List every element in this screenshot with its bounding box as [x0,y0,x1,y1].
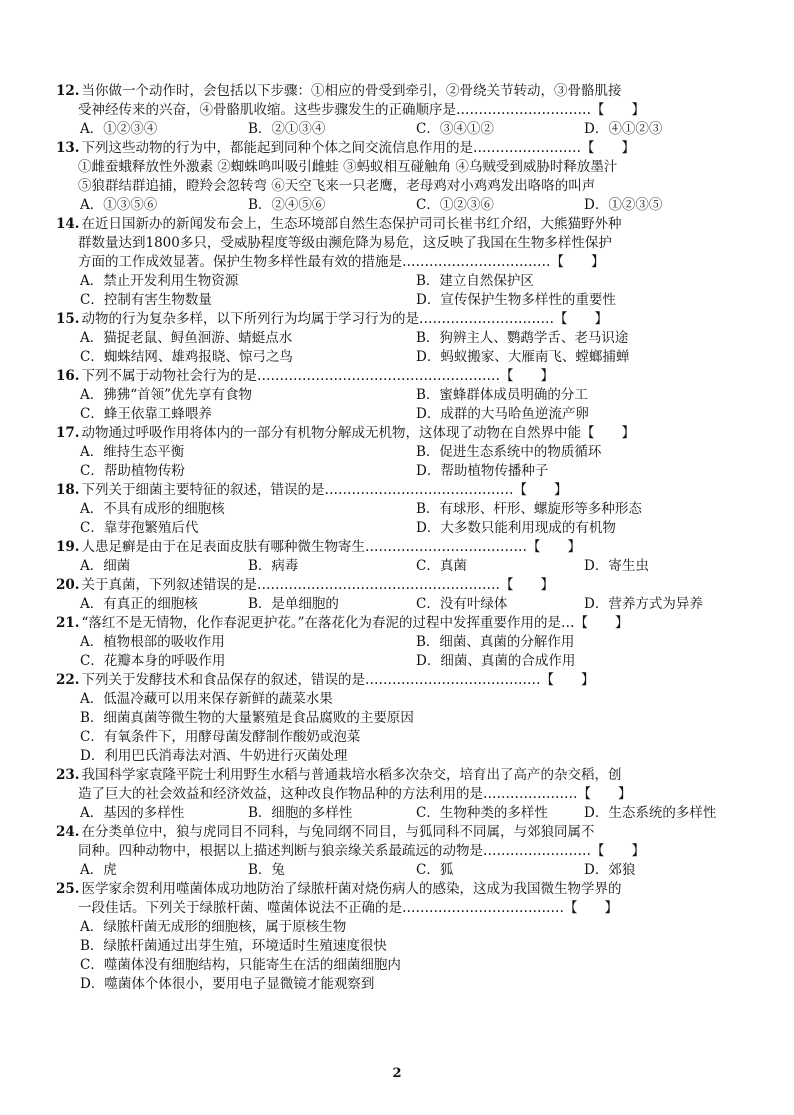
answer-option: D．利用巴氏消毒法对酒、牛奶进行灭菌处理 [80,748,348,764]
answer-option: C．没有叶绿体 [416,596,508,612]
answer-option: B．建立自然保护区 [416,273,534,289]
answer-option: D．生态系统的多样性 [584,805,717,821]
question-13 [56,139,752,215]
answer-option: A．猫捉老鼠、鲟鱼洄游、蜻蜓点水 [80,330,293,346]
answer-option: C．①②③⑥ [416,197,494,213]
answer-options [56,595,752,614]
question-text: 我国科学家袁隆平院士利用野生水稻与普通栽培水稻多次杂交，培育出了高产的杂交稻，创 [81,767,622,783]
answer-options [56,120,752,139]
answer-option: A．禁止开发利用生物资源 [80,273,239,289]
answer-option: C．蜂王依靠工蜂喂养 [80,406,212,422]
answer-options [56,633,752,671]
answer-option: B．②④⑤⑥ [248,197,326,213]
question-25 [56,880,752,994]
answer-option: A．有真正的细胞核 [80,596,198,612]
answer-option: B．细菌真菌等微生物的大量繁殖是食品腐败的主要原因 [80,710,414,726]
answer-options [56,861,752,880]
question-stem-line [56,215,752,234]
answer-option: B．病毒 [248,558,299,574]
question-21 [56,614,752,671]
answer-option: A．不具有成形的细胞核 [80,501,225,517]
answer-option: D．细菌、真菌的合成作用 [416,653,576,669]
question-22 [56,671,752,766]
question-text: 下列关于细菌主要特征的叙述，错误的是……………………………………【 】 [81,482,568,498]
question-text: 下列关于发酵技术和食品保存的叙述，错误的是…………………………………【 】 [81,672,595,688]
question-stem-line [56,538,752,557]
answer-option: A．基因的多样性 [80,805,185,821]
question-stem-line [56,310,752,329]
question-number: 18. [56,482,80,498]
answer-option: A．①③⑤⑥ [80,197,158,213]
answer-option: B．细菌、真菌的分解作用 [416,634,575,650]
question-text: ⑤狼群结群追捕，瞪羚会忽转弯 ⑥天空飞来一只老鹰，老母鸡对小鸡鸡发出咯咯的叫声 [78,178,596,194]
question-text: 医学家余贺利用噬菌体成功地防治了绿脓杆菌对烧伤病人的感染，这成为我国微生物学界的 [81,881,622,897]
answer-option: A．低温冷藏可以用来保存新鲜的蔬菜水果 [80,691,333,707]
answer-option: C．靠芽孢繁殖后代 [80,520,199,536]
answer-option: D．寄生虫 [584,558,649,574]
answer-option: C．生物种类的多样性 [416,805,548,821]
question-number: 12. [56,83,80,99]
question-text: ①雌蚕蛾释放性外激素 ②蜘蛛鸣叫吸引雌蛙 ③蚂蚁相互碰触角 ④乌贼受到威胁时释放墨汁 [78,159,618,175]
question-stem-line [56,766,752,785]
answer-option: C．控制有害生物数量 [80,292,212,308]
question-text: 下列不属于动物社会行为的是………………………………………………【 】 [81,368,554,384]
answer-option: B．促进生态系统中的物质循环 [416,444,602,460]
answer-option: B．兔 [248,862,285,878]
answer-options [56,918,752,994]
question-stem-line [56,139,752,158]
question-stem-line [56,576,752,595]
question-number: 25. [56,881,80,897]
answer-option: B．狗辨主人、鹦鹉学舌、老马识途 [416,330,629,346]
question-number: 23. [56,767,80,783]
question-15 [56,310,752,367]
question-16 [56,367,752,424]
question-stem-line [56,158,752,177]
answer-option: D．宣传保护生物多样性的重要性 [416,292,616,308]
question-text: 动物通过呼吸作用将体内的一部分有机物分解成无机物，这体现了动物在自然界中能【 】 [81,425,635,441]
question-number: 14. [56,216,80,232]
question-19 [56,538,752,576]
answer-option: C．有氧条件下，用酵母菌发酵制作酸奶或泡菜 [80,729,361,745]
question-list [56,82,752,994]
question-text: “落红不是无情物，化作春泥更护花。”在落花化为春泥的过程中发挥重要作用的是…【 】 [81,615,629,631]
answer-options [56,196,752,215]
answer-option: B．有球形、杆形、螺旋形等多种形态 [416,501,642,517]
answer-option: D．④①②③ [584,121,663,137]
question-stem-line [56,424,752,443]
question-stem-line [56,899,752,918]
answer-option: D．①②③⑤ [584,197,663,213]
question-18 [56,481,752,538]
question-stem-line [56,367,752,386]
answer-option: D．蚂蚁搬家、大雁南飞、螳螂捕蝉 [416,349,630,365]
answer-option: A．维持生态平衡 [80,444,185,460]
answer-option: D．郊狼 [584,862,636,878]
answer-option: D．噬菌体个体很小，要用电子显微镜才能观察到 [80,976,375,992]
question-stem-line [56,177,752,196]
question-stem-line [56,842,752,861]
question-text: 方面的工作成效显著。保护生物多样性最有效的措施是……………………………【 】 [78,254,605,270]
question-12 [56,82,752,139]
question-number: 13. [56,140,80,156]
answer-options [56,272,752,310]
question-text: 受神经传来的兴奋，④骨骼肌收缩。这些步骤发生的正确顺序是…………………………【 】 [78,102,645,118]
answer-option: B．细胞的多样性 [248,805,353,821]
question-number: 15. [56,311,80,327]
answer-option: B．是单细胞的 [248,596,339,612]
question-14 [56,215,752,310]
answer-options [56,500,752,538]
question-stem-line [56,253,752,272]
question-number: 24. [56,824,80,840]
answer-option: D．营养方式为异养 [584,596,703,612]
question-number: 21. [56,615,80,631]
answer-option: A．绿脓杆菌无成形的细胞核，属于原核生物 [80,919,347,935]
question-stem-line [56,82,752,101]
answer-option: D．大多数只能利用现成的有机物 [416,520,616,536]
question-stem-line [56,234,752,253]
answer-option: A．细菌 [80,558,131,574]
question-20 [56,576,752,614]
answer-option: D．帮助植物传播种子 [416,463,549,479]
question-text: 一段佳话。下列关于绿脓杆菌、噬菌体说法不正确的是………………………………【 】 [78,900,618,916]
question-number: 22. [56,672,80,688]
question-stem-line [56,785,752,804]
answer-option: C．真菌 [416,558,467,574]
question-number: 19. [56,539,80,555]
question-number: 17. [56,425,80,441]
answer-options [56,557,752,576]
answer-option: B．绿脓杆菌通过出芽生殖，环境适时生殖速度很快 [80,938,387,954]
question-stem-line [56,481,752,500]
answer-option: C．帮助植物传粉 [80,463,185,479]
answer-option: C．蜘蛛结网、雄鸡报晓、惊弓之鸟 [80,349,293,365]
question-stem-line [56,880,752,899]
question-text: 下列这些动物的行为中，都能起到同种个体之间交流信息作用的是……………………【 】 [81,140,635,156]
question-stem-line [56,101,752,120]
answer-options [56,443,752,481]
answer-options [56,804,752,823]
answer-options [56,386,752,424]
answer-option: C．狐 [416,862,454,878]
answer-option: C．噬菌体没有细胞结构，只能寄生在活的细菌细胞内 [80,957,401,973]
question-text: 人患足癣是由于在足表面皮肤有哪种微生物寄生………………………………【 】 [81,539,581,555]
answer-option: D．成群的大马哈鱼逆流产卵 [416,406,589,422]
question-text: 群数量达到1800多只，受威胁程度等级由濒危降为易危，这反映了我国在生物多样性保护 [78,235,612,251]
question-text: 造了巨大的社会效益和经济效益，这种改良作物品种的方法利用的是…………………【 】 [78,786,632,802]
question-text: 同种。四种动物中，根据以上描述判断与狼亲缘关系最疏远的动物是……………………【 】 [78,843,645,859]
answer-option: B．②①③④ [248,121,326,137]
question-stem-line [56,823,752,842]
answer-option: A．①②③④ [80,121,158,137]
answer-option: A．虎 [80,862,117,878]
question-text: 在近日国新办的新闻发布会上，生态环境部自然生态保护司司长崔书红介绍，大熊猫野外种 [81,216,622,232]
question-text: 关于真菌，下列叙述错误的是………………………………………………【 】 [81,577,554,593]
answer-option: C．③④①② [416,121,494,137]
question-text: 在分类单位中，狼与虎同目不同科，与兔同纲不同目，与狐同科不同属，与郊狼同属不 [81,824,595,840]
question-number: 16. [56,368,80,384]
answer-options [56,329,752,367]
page-number: 2 [392,1066,402,1081]
answer-options [56,690,752,766]
question-17 [56,424,752,481]
answer-option: A．狒狒“首领”优先享有食物 [80,387,253,403]
question-number: 20. [56,577,80,593]
answer-option: C．花瓣本身的呼吸作用 [80,653,226,669]
question-24 [56,823,752,880]
question-text: 当你做一个动作时，会包括以下步骤：①相应的骨受到牵引，②骨绕关节转动，③骨骼肌接 [81,83,622,99]
question-stem-line [56,614,752,633]
question-23 [56,766,752,823]
question-text: 动物的行为复杂多样，以下所列行为均属于学习行为的是…………………………【 】 [81,311,608,327]
answer-option: A．植物根部的吸收作用 [80,634,225,650]
question-stem-line [56,671,752,690]
answer-option: B．蜜蜂群体成员明确的分工 [416,387,588,403]
